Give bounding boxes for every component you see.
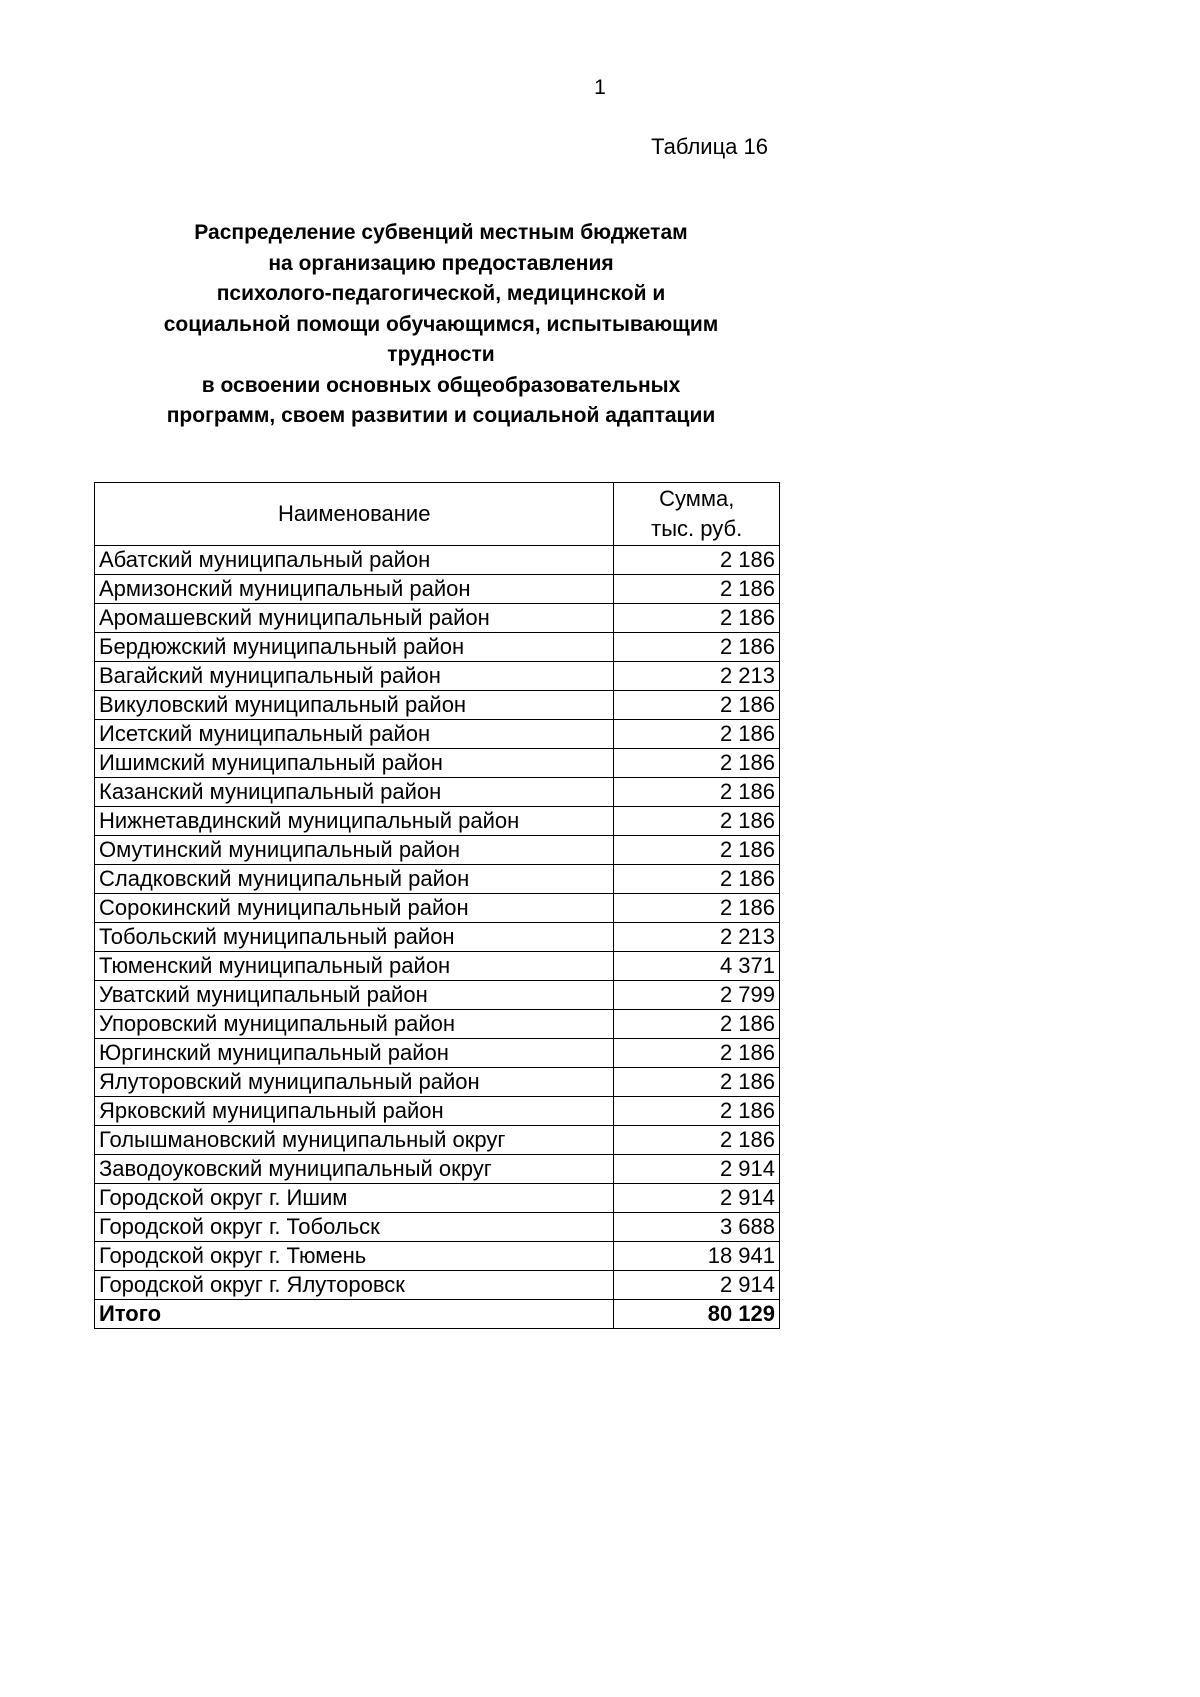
row-name: Нижнетавдинский муниципальный район	[95, 807, 614, 836]
table-row	[95, 894, 780, 923]
table-row	[95, 1039, 780, 1068]
row-name: Исетский муниципальный район	[95, 720, 614, 749]
table-row	[95, 633, 780, 662]
row-name: Абатский муниципальный район	[95, 546, 614, 575]
row-sum: 2 186	[614, 720, 780, 749]
row-name: Тюменский муниципальный район	[95, 952, 614, 981]
column-header-sum-line1: Сумма,	[659, 486, 735, 511]
table-row	[95, 1213, 780, 1242]
column-header-sum	[614, 483, 780, 546]
row-sum: 2 186	[614, 575, 780, 604]
row-name: Городской округ г. Тобольск	[95, 1213, 614, 1242]
table-row	[95, 1097, 780, 1126]
title-line: Распределение субвенций местным бюджетам	[194, 221, 688, 244]
row-sum: 2 186	[614, 546, 780, 575]
table-row	[95, 604, 780, 633]
column-header-name: Наименование	[95, 483, 614, 546]
title-line: психолого-педагогической, медицинской и	[216, 282, 666, 305]
title-line: в освоении основных общеобразовательных	[201, 373, 681, 397]
title-line: на организацию предоставления	[268, 251, 614, 275]
row-sum: 2 186	[614, 1068, 780, 1097]
row-name: Казанский муниципальный район	[95, 778, 614, 807]
row-name: Омутинский муниципальный район	[95, 836, 614, 865]
table-row	[95, 952, 780, 981]
title-line: трудности	[387, 343, 495, 366]
row-sum: 18 941	[614, 1242, 780, 1271]
table-row	[95, 691, 780, 720]
row-sum: 3 688	[614, 1213, 780, 1242]
row-sum: 2 186	[614, 836, 780, 865]
table-header	[95, 483, 780, 546]
row-sum: 2 186	[614, 1010, 780, 1039]
row-name: Аромашевский муниципальный район	[95, 604, 614, 633]
table-row	[95, 1155, 780, 1184]
row-sum: 4 371	[614, 952, 780, 981]
row-name: Заводоуковский муниципальный округ	[95, 1155, 614, 1184]
table-row	[95, 778, 780, 807]
row-name: Ярковский муниципальный район	[95, 1097, 614, 1126]
table-row	[95, 662, 780, 691]
table-row	[95, 1271, 780, 1300]
table-row	[95, 1242, 780, 1271]
row-sum: 2 186	[614, 865, 780, 894]
table-row	[95, 1126, 780, 1155]
table-row	[95, 865, 780, 894]
row-name: Городской округ г. Тюмень	[95, 1242, 614, 1271]
table-row	[95, 575, 780, 604]
table-row	[95, 836, 780, 865]
row-sum: 2 186	[614, 604, 780, 633]
row-name: Сорокинский муниципальный район	[95, 894, 614, 923]
document-title	[96, 218, 786, 432]
row-name: Тобольский муниципальный район	[95, 923, 614, 952]
table-row	[95, 923, 780, 952]
table-row	[95, 1068, 780, 1097]
row-name: Уватский муниципальный район	[95, 981, 614, 1010]
row-name: Сладковский муниципальный район	[95, 865, 614, 894]
row-sum: 2 186	[614, 807, 780, 836]
row-name: Вагайский муниципальный район	[95, 662, 614, 691]
table-row	[95, 807, 780, 836]
row-name: Городской округ г. Ишим	[95, 1184, 614, 1213]
table-row	[95, 749, 780, 778]
row-sum: 2 186	[614, 1039, 780, 1068]
row-name: Городской округ г. Ялуторовск	[95, 1271, 614, 1300]
table-row	[95, 981, 780, 1010]
row-name: Юргинский муниципальный район	[95, 1039, 614, 1068]
row-sum: 2 186	[614, 1097, 780, 1126]
row-sum: 2 186	[614, 691, 780, 720]
row-name: Бердюжский муниципальный район	[95, 633, 614, 662]
row-sum: 2 186	[614, 749, 780, 778]
row-name: Викуловский муниципальный район	[95, 691, 614, 720]
row-sum: 2 914	[614, 1271, 780, 1300]
table-label: Таблица 16	[651, 134, 768, 159]
table-body	[95, 546, 780, 1329]
row-sum: 2 186	[614, 633, 780, 662]
header-row	[95, 483, 780, 546]
row-sum: 2 213	[614, 923, 780, 952]
title-line: программ, своем развитии и социальной адаптации	[166, 404, 716, 427]
row-name: Ялуторовский муниципальный район	[95, 1068, 614, 1097]
table-row	[95, 546, 780, 575]
row-sum: 2 186	[614, 894, 780, 923]
total-label: Итого	[95, 1300, 614, 1329]
total-row	[95, 1300, 780, 1329]
row-name: Голышмановский муниципальный округ	[95, 1126, 614, 1155]
row-name: Армизонский муниципальный район	[95, 575, 614, 604]
row-sum: 2 186	[614, 778, 780, 807]
total-sum: 80 129	[614, 1300, 780, 1329]
page-number: 1	[594, 76, 606, 99]
row-sum: 2 799	[614, 981, 780, 1010]
row-sum: 2 186	[614, 1126, 780, 1155]
row-sum: 2 213	[614, 662, 780, 691]
title-line: социальной помощи обучающимся, испытывающим	[163, 312, 719, 336]
table-row	[95, 720, 780, 749]
row-name: Упоровский муниципальный район	[95, 1010, 614, 1039]
column-header-sum-line2: тыс. руб.	[651, 516, 743, 541]
table-row	[95, 1184, 780, 1213]
row-sum: 2 914	[614, 1184, 780, 1213]
table-row	[95, 1010, 780, 1039]
row-sum: 2 914	[614, 1155, 780, 1184]
row-name: Ишимский муниципальный район	[95, 749, 614, 778]
subvention-table	[94, 482, 780, 1329]
